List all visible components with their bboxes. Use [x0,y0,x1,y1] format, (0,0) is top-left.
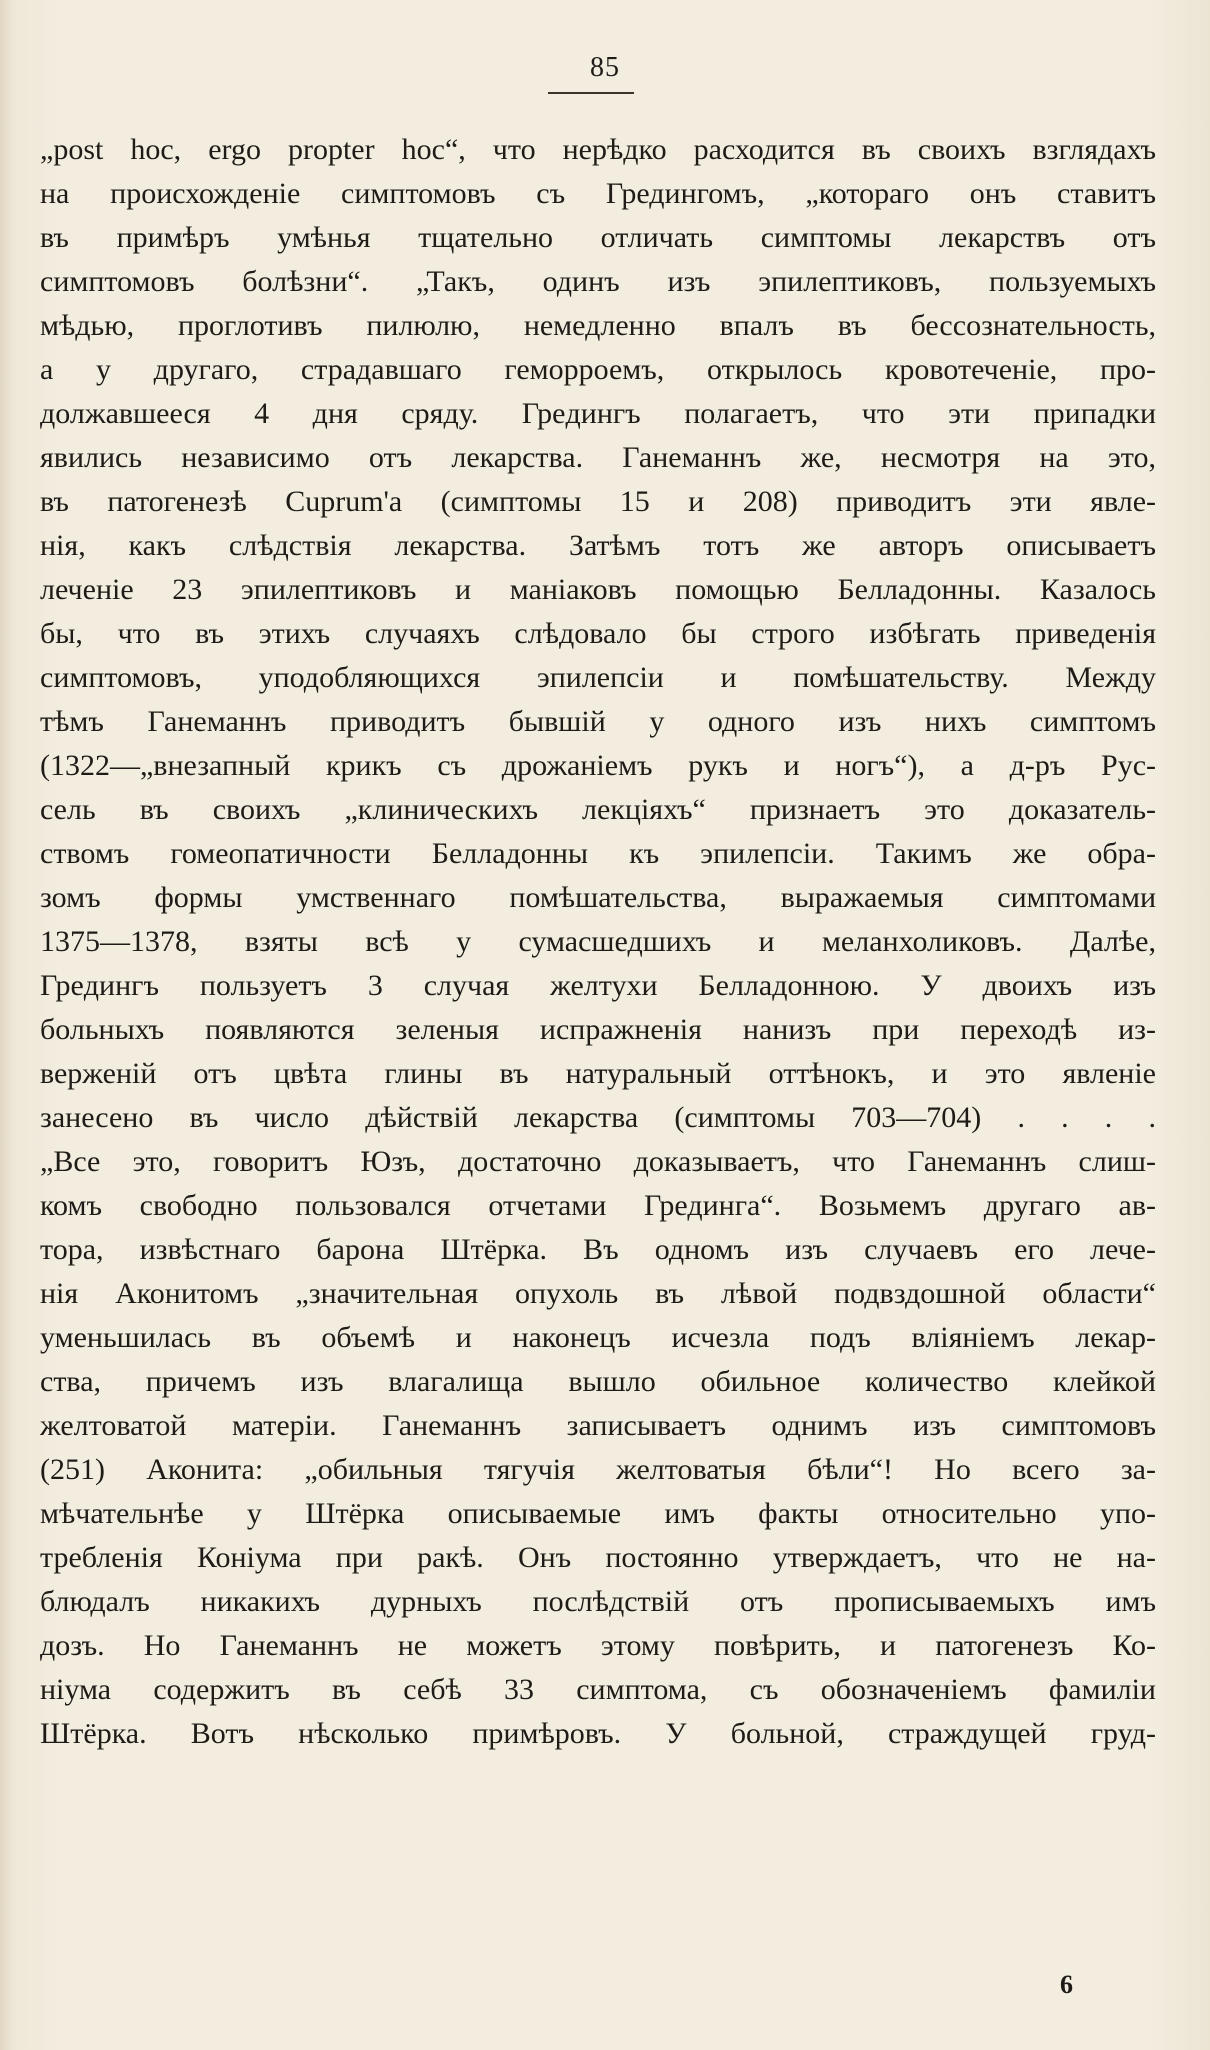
text-line: на происхожденіе симптомовъ съ Гредингомъ, „котораго онъ ставитъ [40,177,1156,210]
text-line: бы, что въ этихъ случаяхъ слѣдовало бы строго избѣгать приведенія [40,617,1156,650]
text-line: симптомовъ, уподобляющихся эпилепсіи и помѣшательству. Между [40,661,1156,694]
text-line: Грeдингъ пользуетъ 3 случая желтухи Белладонною. У двоихъ изъ [40,969,1156,1002]
text-line: нія, какъ слѣдствія лекарства. Затѣмъ тотъ же авторъ описываетъ [40,529,1156,562]
text-line: зомъ формы умственнаго помѣшательства, выражаемыя симптомами [40,881,1156,914]
text-line: тѣмъ Ганеманнъ приводитъ бывшій у одного изъ нихъ симптомъ [40,705,1156,738]
text-line: 1375—1378, взяты всѣ у сумасшедшихъ и меланхоликовъ. Далѣе, [40,925,1156,958]
text-line: блюдалъ никакихъ дурныхъ послѣдствій отъ прописываемыхъ имъ [40,1585,1156,1618]
text-line: (251) Аконита: „обильныя тягучія желтоватыя бѣли“! Но всего за- [40,1453,1156,1486]
text-line: требленія Коніума при ракѣ. Онъ постоянно утверждаетъ, что не на- [40,1541,1156,1574]
body-text [40,128,1156,1756]
text-line: мѣдью, проглотивъ пилюлю, немедленно впалъ въ бессознательность, [40,309,1156,342]
text-line: больныхъ появляются зеленыя испражненія нанизъ при переходѣ из- [40,1013,1156,1046]
text-line: симптомовъ болѣзни“. „Такъ, одинъ изъ эпилептиковъ, пользуемыхъ [40,265,1156,298]
text-line: уменьшилась въ объемѣ и наконецъ исчезла подъ вліяніемъ лекар- [40,1321,1156,1354]
text-line: Штёрка. Вотъ нѣсколько примѣровъ. У больной, страждущей груд- [40,1717,1156,1750]
text-line: сель въ своихъ „клиническихъ лекціяхъ“ признаетъ это доказатель- [40,793,1156,826]
text-line: въ примѣръ умѣнья тщательно отличать симптомы лекарствъ отъ [40,221,1156,254]
page-number: 85 [590,52,620,83]
text-line: ства, причемъ изъ влагалища вышло обильное количество клейкой [40,1365,1156,1398]
text-line: „post hoc, ergo propter hoc“, что нерѣдко расходится въ своихъ взглядахъ [40,133,1156,166]
text-line: занесено въ число дѣйствій лекарства (симптомы 703—704) . . . . [40,1101,1156,1134]
text-line: „Все это, говоритъ Юзъ, достаточно доказываетъ, что Ганеманнъ слиш- [40,1145,1156,1178]
text-line: желтоватой матеріи. Ганеманнъ записываетъ однимъ изъ симптомовъ [40,1409,1156,1442]
text-line: явились независимо отъ лекарства. Ганеманнъ же, несмотря на это, [40,441,1156,474]
text-line: верженій отъ цвѣта глины въ натуральный оттѣнокъ, и это явленіе [40,1057,1156,1090]
text-line: въ патогенезѣ Cuprum'а (симптомы 15 и 208) приводитъ эти явле- [40,485,1156,518]
text-line: комъ свободно пользовался отчетами Грединга“. Возьмемъ другаго ав- [40,1189,1156,1222]
text-line: тора, извѣстнаго барона Штёрка. Въ одномъ изъ случаевъ его лече- [40,1233,1156,1266]
text-line: нія Аконитомъ „значительная опухоль въ лѣвой подвздошной области“ [40,1277,1156,1310]
text-line: ніума содержитъ въ себѣ 33 симптома, съ обозначеніемъ фамиліи [40,1673,1156,1706]
text-line: леченіе 23 эпилептиковъ и маніаковъ помощью Белладонны. Казалось [40,573,1156,606]
text-line: ствомъ гомеопатичности Белладонны къ эпилепсіи. Такимъ же обра- [40,837,1156,870]
signature-mark: 6 [1060,1970,1073,1999]
header-rule [548,92,634,94]
text-line: должавшееся 4 дня сряду. Грeдингъ полагаетъ, что эти припадки [40,397,1156,430]
text-line: дозъ. Но Ганеманнъ не можетъ этому повѣрить, и патогенезъ Ко- [40,1629,1156,1662]
text-line: (1322—„внезапный крикъ съ дрожаніемъ рукъ и ногъ“), а д-ръ Рус- [40,749,1156,782]
text-line: а у другаго, страдавшаго геморроемъ, открылось кровотеченіе, про- [40,353,1156,386]
text-line: мѣчательнѣе у Штёрка описываемые имъ факты относительно упо- [40,1497,1156,1530]
